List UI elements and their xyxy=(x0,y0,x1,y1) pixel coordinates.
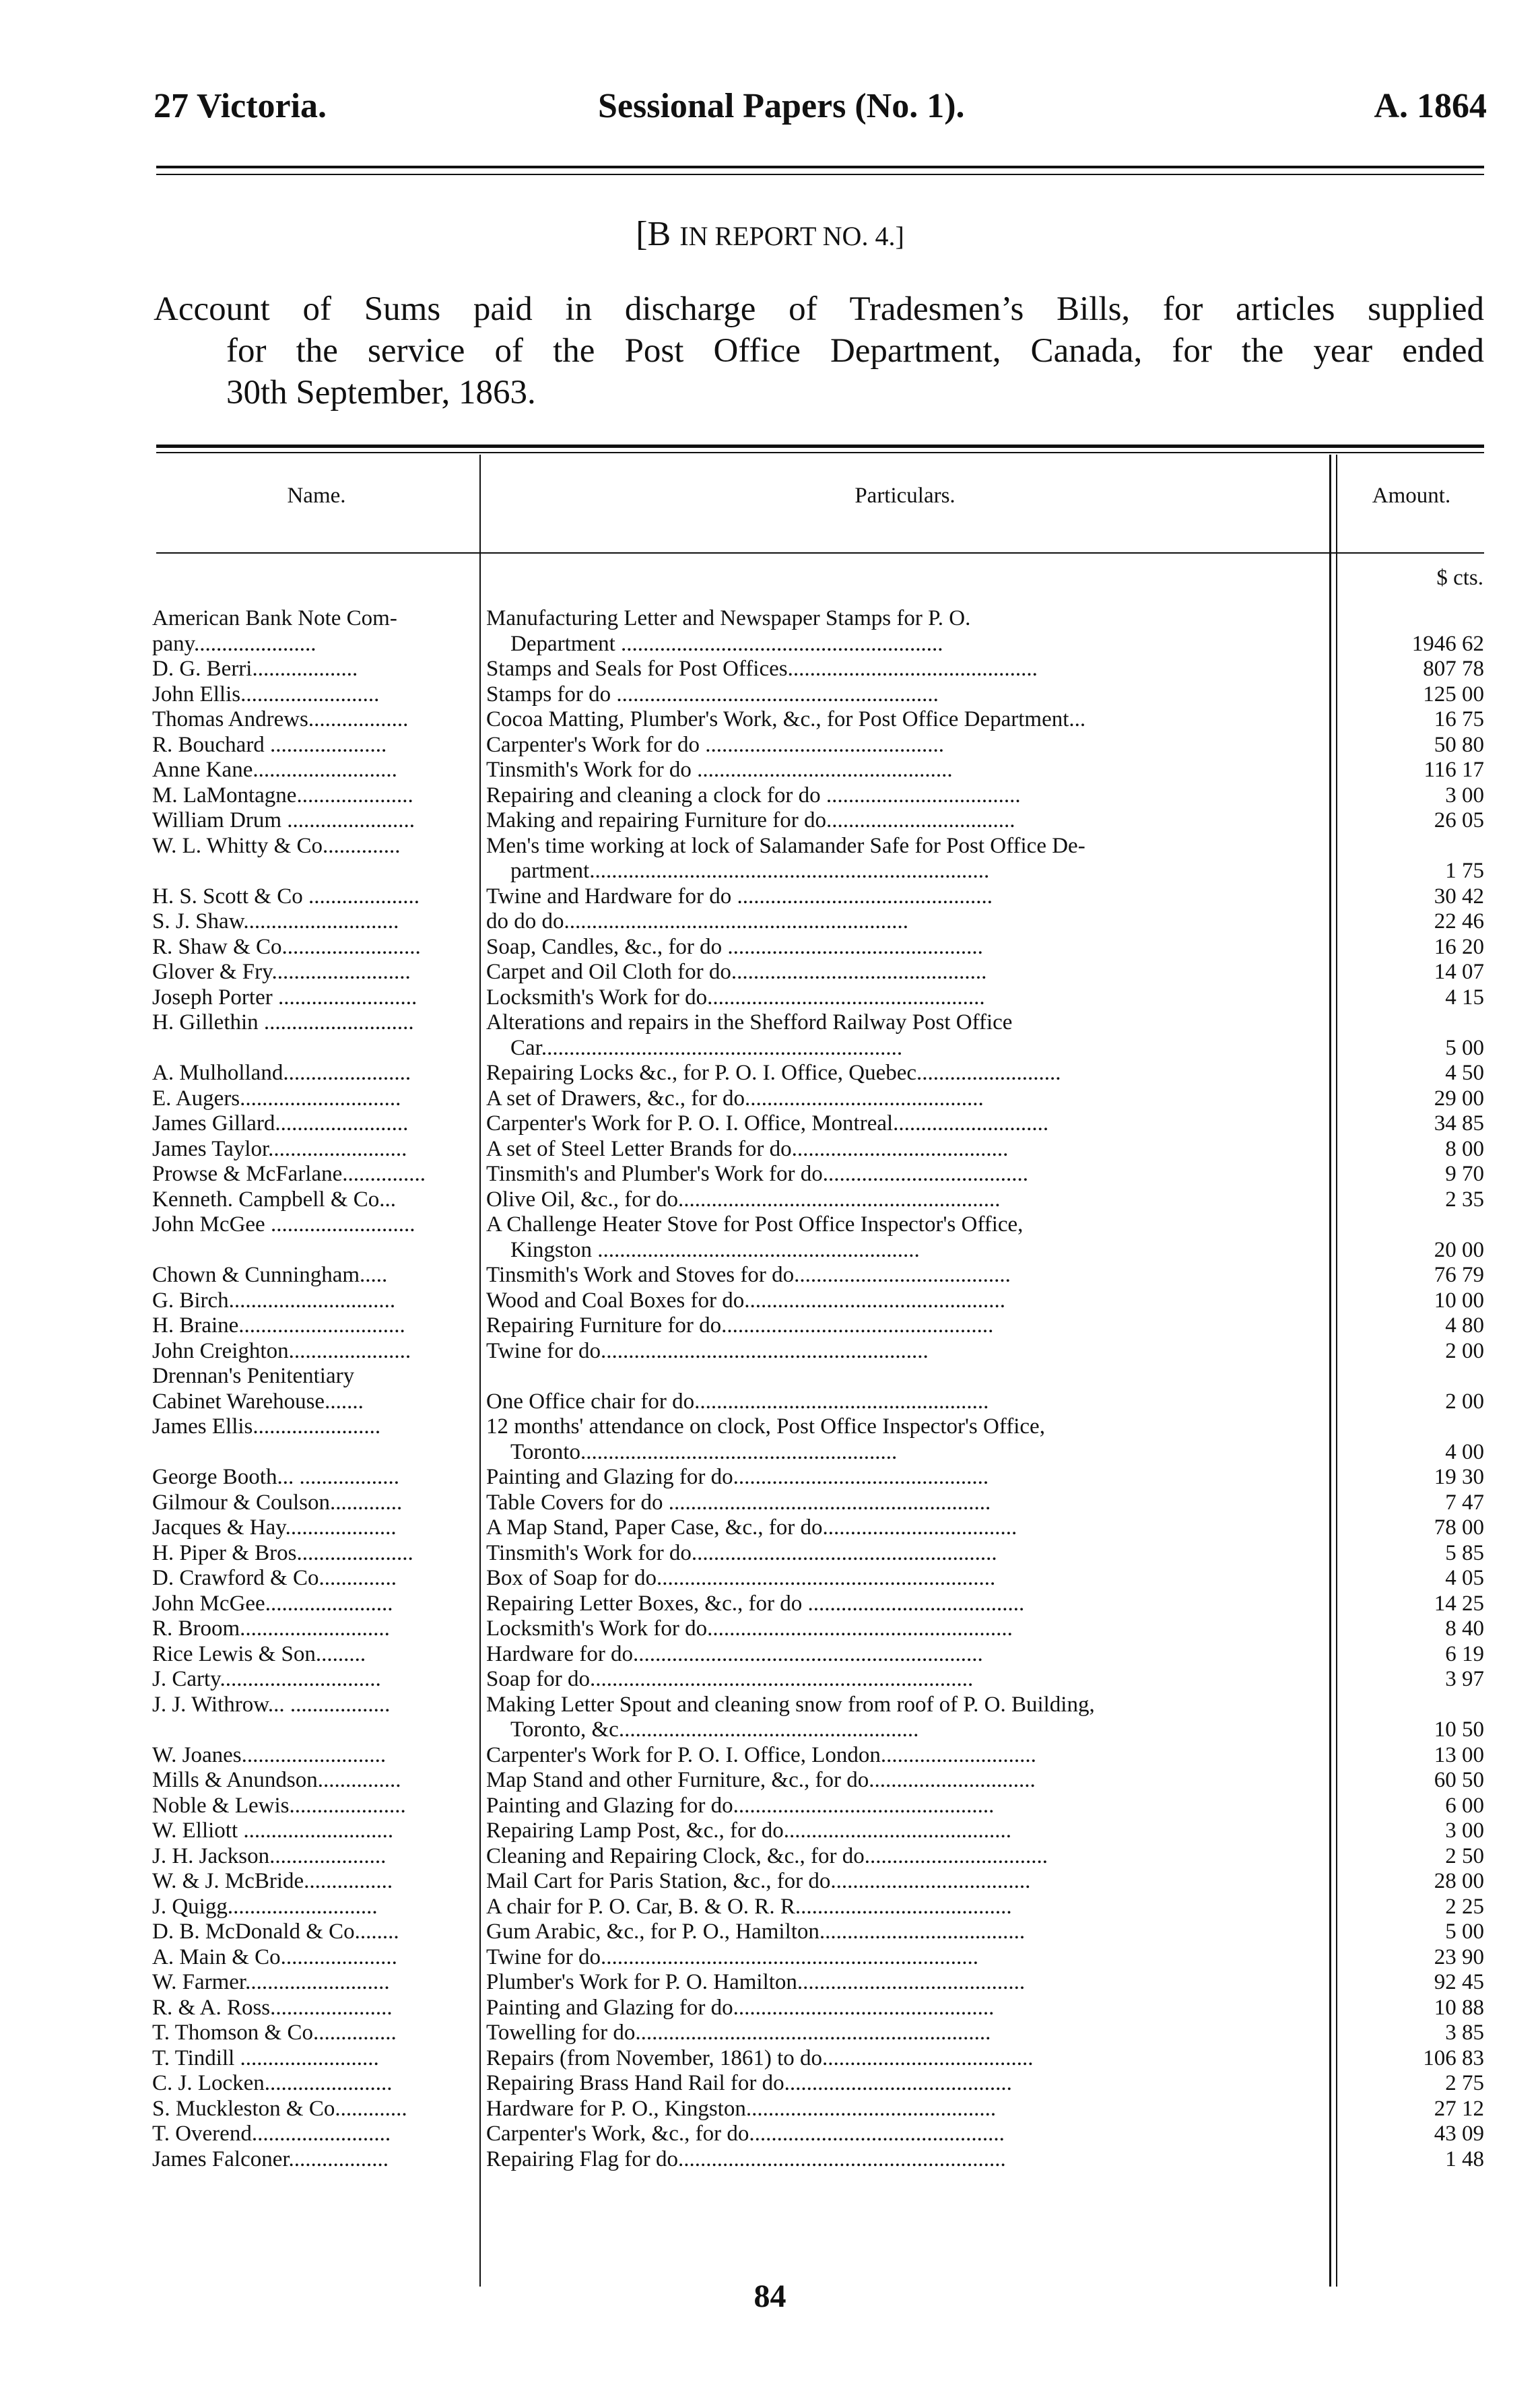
payee-name: John McGee....................... xyxy=(152,1591,393,1616)
payee-name: James Taylor......................... xyxy=(152,1136,407,1161)
payee-name: R. Broom........................... xyxy=(152,1616,390,1641)
payee-name: J. Quigg........................... xyxy=(152,1894,378,1919)
amount: 2 35 xyxy=(1445,1187,1484,1212)
table-row xyxy=(152,1162,1485,1187)
payee-name: R. & A. Ross...................... xyxy=(152,1995,393,2020)
table-row xyxy=(152,1616,1485,1642)
payee-name: W. Elliott ........................... xyxy=(152,1818,394,1843)
amount: 6 00 xyxy=(1445,1793,1484,1818)
payee-name: T. Thomson & Co............... xyxy=(152,2021,397,2045)
particulars: Repairing Letter Boxes, &c., for do ....................................... xyxy=(486,1591,1025,1616)
amount: 26 05 xyxy=(1434,808,1484,832)
payee-name: Kenneth. Campbell & Co... xyxy=(152,1187,397,1212)
amount: 4 05 xyxy=(1445,1566,1484,1590)
payee-name: J. Carty............................. xyxy=(152,1667,381,1691)
column-header-amount: Amount. xyxy=(1372,484,1451,508)
table-row xyxy=(152,2097,1485,2122)
amount: 2 25 xyxy=(1445,1894,1484,1919)
particulars: Locksmith's Work for do....................................................... xyxy=(486,1616,1013,1641)
amount: 6 19 xyxy=(1445,1641,1484,1666)
particulars: Soap for do..................................................................... xyxy=(486,1667,974,1691)
payee-name: Anne Kane.......................... xyxy=(152,758,397,782)
table-row xyxy=(152,1187,1485,1213)
payee-name: Mills & Anundson............... xyxy=(152,1768,401,1792)
table-header-rule xyxy=(156,552,1484,554)
amount: 16 20 xyxy=(1434,934,1484,959)
amount: 2 00 xyxy=(1445,1338,1484,1363)
amount: 2 75 xyxy=(1445,2071,1484,2095)
table-row xyxy=(152,1970,1485,1996)
payee-name: Jacques & Hay.................... xyxy=(152,1515,397,1540)
amount: 9 70 xyxy=(1445,1162,1484,1186)
amount: 3 97 xyxy=(1445,1667,1484,1691)
payee-name: R. Bouchard ..................... xyxy=(152,732,387,757)
particulars: Map Stand and other Furniture, &c., for do.............................. xyxy=(486,1768,1036,1792)
table-row xyxy=(152,1364,1485,1389)
amount: 4 50 xyxy=(1445,1061,1484,1085)
amount: 23 90 xyxy=(1434,1944,1484,1969)
particulars: Carpenter's Work for do ........................................... xyxy=(486,732,945,757)
payee-name: James Ellis....................... xyxy=(152,1414,381,1439)
payee-name: John McGee .......................... xyxy=(152,1212,415,1237)
table-row xyxy=(152,808,1485,834)
table-row xyxy=(152,1086,1485,1112)
particulars: Hardware for P. O., Kingston............................................. xyxy=(486,2096,997,2121)
payee-name: H. Braine.............................. xyxy=(152,1313,405,1338)
amount: 5 85 xyxy=(1445,1540,1484,1565)
particulars: Department .......................................................... xyxy=(510,631,943,656)
table-rule-top-thin xyxy=(156,452,1484,453)
table-row xyxy=(152,1794,1485,1819)
particulars: Manufacturing Letter and Newspaper Stamps for P. O. xyxy=(486,606,971,630)
table-row xyxy=(152,1818,1485,1844)
table-row xyxy=(152,1945,1485,1971)
particulars: Tinsmith's and Plumber's Work for do..................................... xyxy=(486,1162,1028,1186)
amount: 4 80 xyxy=(1445,1313,1484,1338)
table-row xyxy=(152,1693,1485,1718)
amount: 34 85 xyxy=(1434,1111,1484,1136)
particulars: Cocoa Matting, Plumber's Work, &c., for Post Office Department... xyxy=(486,707,1086,731)
payee-name: Cabinet Warehouse....... xyxy=(152,1389,364,1414)
amount: 10 88 xyxy=(1434,1995,1484,2020)
payee-name: E. Augers............................. xyxy=(152,1086,401,1111)
particulars: Locksmith's Work for do.................................................. xyxy=(486,985,985,1010)
table-row xyxy=(152,1743,1485,1769)
table-row xyxy=(152,1111,1485,1137)
particulars: A Map Stand, Paper Case, &c., for do................................... xyxy=(486,1515,1017,1540)
amount: 4 15 xyxy=(1445,985,1484,1010)
amount: 116 17 xyxy=(1424,758,1484,782)
particulars: 12 months' attendance on clock, Post Office Inspector's Office, xyxy=(486,1414,1045,1439)
particulars: Repairing and cleaning a clock for do ................................... xyxy=(486,783,1021,808)
particulars: Carpenter's Work for P. O. I. Office, Montreal............................ xyxy=(486,1111,1049,1136)
payee-name: H. Gillethin ........................... xyxy=(152,1010,414,1035)
amount: 8 40 xyxy=(1445,1616,1484,1641)
table-row xyxy=(152,1667,1485,1693)
particulars: Painting and Glazing for do.............................................. xyxy=(486,1465,989,1489)
amount: 125 00 xyxy=(1423,682,1484,707)
amount: 10 50 xyxy=(1434,1717,1484,1742)
payee-name: Drennan's Penitentiary xyxy=(152,1364,355,1388)
amount: 8 00 xyxy=(1445,1136,1484,1161)
table-row xyxy=(152,985,1485,1011)
payee-name: James Falconer.................. xyxy=(152,2146,389,2171)
table-row xyxy=(152,2147,1485,2173)
amount: 22 46 xyxy=(1434,909,1484,933)
particulars: Box of Soap for do............................................................. xyxy=(486,1566,996,1590)
particulars: Stamps and Seals for Post Offices............................................. xyxy=(486,657,1038,681)
payee-name: John Ellis......................... xyxy=(152,682,380,707)
particulars: Carpenter's Work, &c., for do.............................................. xyxy=(486,2122,1005,2146)
payments-table xyxy=(152,606,1485,2172)
amount: 78 00 xyxy=(1434,1515,1484,1540)
particulars: A set of Drawers, &c., for do........................................... xyxy=(486,1086,984,1111)
table-row xyxy=(152,1313,1485,1339)
payee-name: Thomas Andrews.................. xyxy=(152,707,409,731)
particulars: Men's time working at lock of Salamander Safe for Post Office De- xyxy=(486,833,1085,858)
payee-name: Noble & Lewis..................... xyxy=(152,1793,406,1818)
particulars: Kingston .......................................................... xyxy=(510,1237,920,1262)
particulars: Toronto, &c...................................................... xyxy=(510,1717,919,1742)
particulars: Repairing Flag for do........................................................... xyxy=(486,2146,1006,2171)
payee-name: T. Overend......................... xyxy=(152,2122,391,2146)
payee-name: W. L. Whitty & Co.............. xyxy=(152,833,401,858)
particulars: Twine and Hardware for do .............................................. xyxy=(486,884,993,909)
amount: 76 79 xyxy=(1434,1263,1484,1287)
payee-name: Joseph Porter ......................... xyxy=(152,985,417,1010)
amount: 1946 62 xyxy=(1411,631,1484,656)
particulars: Painting and Glazing for do............................................... xyxy=(486,1995,995,2020)
payee-name: Prowse & McFarlane............... xyxy=(152,1162,426,1186)
header-rule-bottom xyxy=(156,174,1484,175)
particulars: Making Letter Spout and cleaning snow from roof of P. O. Building, xyxy=(486,1692,1095,1717)
particulars: Mail Cart for Paris Station, &c., for do.................................... xyxy=(486,1869,1031,1893)
table-row xyxy=(152,1137,1485,1162)
payee-name: Chown & Cunningham..... xyxy=(152,1263,388,1287)
table-row xyxy=(152,1440,1485,1466)
table-row xyxy=(152,1642,1485,1668)
payee-name: W. Joanes.......................... xyxy=(152,1742,387,1767)
amount: 106 83 xyxy=(1423,2045,1484,2070)
table-row xyxy=(152,783,1485,809)
table-row xyxy=(152,1288,1485,1314)
running-header xyxy=(154,86,1487,133)
header-year: A. 1864 xyxy=(1374,87,1487,125)
payee-name: Gilmour & Coulson............. xyxy=(152,1490,403,1515)
particulars: Stamps for do .......................................................... xyxy=(486,682,939,707)
table-row xyxy=(152,1920,1485,1945)
particulars: Repairing Lamp Post, &c., for do......................................... xyxy=(486,1818,1012,1843)
title-line-1: Account of Sums paid in discharge of Tradesmen’s Bills, for articles supplied xyxy=(154,290,1484,328)
payee-name: A. Main & Co..................... xyxy=(152,1944,397,1969)
table-row xyxy=(152,1996,1485,2021)
amount: 5 00 xyxy=(1445,1035,1484,1060)
payee-name: George Booth... .................. xyxy=(152,1465,399,1489)
table-row xyxy=(152,2071,1485,2097)
amount: 14 25 xyxy=(1434,1591,1484,1616)
table-row xyxy=(152,1490,1485,1516)
payee-name: S. J. Shaw............................ xyxy=(152,909,399,933)
particulars: Carpet and Oil Cloth for do.............................................. xyxy=(486,960,987,984)
table-row xyxy=(152,1844,1485,1870)
particulars: Wood and Coal Boxes for do............................................... xyxy=(486,1288,1005,1313)
amount: 4 00 xyxy=(1445,1439,1484,1464)
particulars: Repairing Furniture for do................................................. xyxy=(486,1313,994,1338)
column-header-particulars: Particulars. xyxy=(855,484,956,508)
particulars: Plumber's Work for P. O. Hamilton......................................... xyxy=(486,1970,1026,1994)
particulars: partment........................................................................ xyxy=(510,859,990,883)
payee-name: John Creighton...................... xyxy=(152,1338,411,1363)
amount: 50 80 xyxy=(1434,732,1484,757)
amount: 5 00 xyxy=(1445,1920,1484,1944)
particulars: Repairing Locks &c., for P. O. I. Office, Quebec.......................... xyxy=(486,1061,1061,1085)
table-row xyxy=(152,1263,1485,1288)
payee-name: G. Birch.............................. xyxy=(152,1288,396,1313)
table-row xyxy=(152,1414,1485,1440)
table-row xyxy=(152,1869,1485,1895)
payee-name: J. J. Withrow... .................. xyxy=(152,1692,391,1717)
particulars: Towelling for do................................................................ xyxy=(486,2021,991,2045)
table-row xyxy=(152,1768,1485,1794)
amount: 3 00 xyxy=(1445,783,1484,808)
payee-name: W. Farmer.......................... xyxy=(152,1970,390,1994)
payee-name: D. G. Berri................... xyxy=(152,657,358,681)
table-row xyxy=(152,1592,1485,1617)
table-row xyxy=(152,733,1485,758)
table-row xyxy=(152,632,1485,657)
table-row xyxy=(152,2021,1485,2046)
amount: 10 00 xyxy=(1434,1288,1484,1313)
table-row xyxy=(152,657,1485,682)
particulars: Hardware for do............................................................... xyxy=(486,1641,983,1666)
particulars: Repairing Brass Hand Rail for do......................................... xyxy=(486,2071,1012,2095)
payee-name: H. Piper & Bros..................... xyxy=(152,1540,413,1565)
particulars: One Office chair for do..................................................... xyxy=(486,1389,989,1414)
amount: 92 45 xyxy=(1434,1970,1484,1994)
table-row xyxy=(152,682,1485,708)
title-line-2: for the service of the Post Office Department, Canada, for the year ended xyxy=(226,332,1484,370)
table-row xyxy=(152,1515,1485,1541)
particulars: Table Covers for do .......................................................... xyxy=(486,1490,991,1515)
page-number: 84 xyxy=(754,2278,786,2314)
table-row xyxy=(152,859,1485,884)
table-rule-top xyxy=(156,445,1484,448)
payee-name: J. H. Jackson..................... xyxy=(152,1843,387,1868)
payee-name: James Gillard........................ xyxy=(152,1111,409,1136)
table-row xyxy=(152,1061,1485,1086)
payee-name: C. J. Locken....................... xyxy=(152,2071,393,2095)
header-title: Sessional Papers (No. 1). xyxy=(598,87,965,125)
amount: 3 85 xyxy=(1445,2021,1484,2045)
particulars: do do do.............................................................. xyxy=(486,909,908,933)
table-row xyxy=(152,1238,1485,1264)
amount: 60 50 xyxy=(1434,1768,1484,1792)
table-row xyxy=(152,1465,1485,1490)
amount: 29 00 xyxy=(1434,1086,1484,1111)
table-row xyxy=(152,1036,1485,1061)
particulars: Toronto......................................................... xyxy=(510,1439,898,1464)
particulars: Carpenter's Work for P. O. I. Office, London............................ xyxy=(486,1742,1036,1767)
payee-name: D. B. McDonald & Co........ xyxy=(152,1920,399,1944)
amount: 1 48 xyxy=(1445,2146,1484,2171)
amount: 807 78 xyxy=(1423,657,1484,681)
table-row xyxy=(152,1541,1485,1567)
particulars: Cleaning and Repairing Clock, &c., for do................................. xyxy=(486,1843,1048,1868)
amount: 14 07 xyxy=(1434,960,1484,984)
amount: 27 12 xyxy=(1434,2096,1484,2121)
amount: 7 47 xyxy=(1445,1490,1484,1515)
particulars: Soap, Candles, &c., for do .............................................. xyxy=(486,934,983,959)
table-row xyxy=(152,1566,1485,1592)
amount: 19 30 xyxy=(1434,1465,1484,1489)
particulars: Tinsmith's Work for do .............................................. xyxy=(486,758,953,782)
table-row xyxy=(152,1212,1485,1238)
particulars: A Challenge Heater Stove for Post Office Inspector's Office, xyxy=(486,1212,1024,1237)
payee-name: American Bank Note Com- xyxy=(152,606,397,630)
payee-name: T. Tindill ......................... xyxy=(152,2045,379,2070)
payee-name: D. Crawford & Co.............. xyxy=(152,1566,397,1590)
payee-name: Glover & Fry......................... xyxy=(152,960,411,984)
report-caption: [B IN REPORT NO. 4.] xyxy=(636,215,904,253)
table-row xyxy=(152,2122,1485,2147)
payee-name: William Drum ....................... xyxy=(152,808,415,832)
amount-units: $ cts. xyxy=(1436,566,1483,590)
particulars: Repairs (from November, 1861) to do...................................... xyxy=(486,2045,1034,2070)
table-row xyxy=(152,1339,1485,1365)
amount: 2 50 xyxy=(1445,1843,1484,1868)
amount: 30 42 xyxy=(1434,884,1484,909)
table-row xyxy=(152,960,1485,985)
payee-name: Rice Lewis & Son......... xyxy=(152,1641,366,1666)
particulars: Tinsmith's Work and Stoves for do....................................... xyxy=(486,1263,1011,1287)
amount: 28 00 xyxy=(1434,1869,1484,1893)
amount: 2 00 xyxy=(1445,1389,1484,1414)
payee-name: S. Muckleston & Co............. xyxy=(152,2096,407,2121)
particulars: A set of Steel Letter Brands for do....................................... xyxy=(486,1136,1009,1161)
header-session: 27 Victoria. xyxy=(154,87,327,125)
payee-name: R. Shaw & Co......................... xyxy=(152,934,421,959)
table-row xyxy=(152,1389,1485,1415)
particulars: Tinsmith's Work for do....................................................... xyxy=(486,1540,997,1565)
payee-name: A. Mulholland....................... xyxy=(152,1061,411,1085)
amount: 43 09 xyxy=(1434,2122,1484,2146)
particulars: Gum Arabic, &c., for P. O., Hamilton..................................... xyxy=(486,1920,1026,1944)
table-row xyxy=(152,1717,1485,1743)
amount: 16 75 xyxy=(1434,707,1484,731)
table-row xyxy=(152,909,1485,935)
particulars: A chair for P. O. Car, B. & O. R. R....................................... xyxy=(486,1894,1012,1919)
table-row xyxy=(152,2046,1485,2072)
payee-name: pany...................... xyxy=(152,631,316,656)
table-row xyxy=(152,606,1485,632)
particulars: Car................................................................. xyxy=(510,1035,903,1060)
payee-name: H. S. Scott & Co .................... xyxy=(152,884,420,909)
table-row xyxy=(152,707,1485,733)
table-row xyxy=(152,834,1485,859)
particulars: Olive Oil, &c., for do.......................................................... xyxy=(486,1187,1001,1212)
particulars: Making and repairing Furniture for do.................................. xyxy=(486,808,1015,832)
particulars: Alterations and repairs in the Shefford Railway Post Office xyxy=(486,1010,1013,1035)
amount: 13 00 xyxy=(1434,1742,1484,1767)
payee-name: M. LaMontagne..................... xyxy=(152,783,413,808)
particulars: Twine for do........................................................... xyxy=(486,1338,929,1363)
table-row xyxy=(152,884,1485,910)
amount: 3 00 xyxy=(1445,1818,1484,1843)
table-row xyxy=(152,1010,1485,1036)
column-header-name: Name. xyxy=(287,484,346,508)
particulars: Twine for do.................................................................... xyxy=(486,1944,978,1969)
table-row xyxy=(152,935,1485,960)
header-rule-top xyxy=(156,166,1484,168)
amount: 20 00 xyxy=(1434,1237,1484,1262)
title-line-3: 30th September, 1863. xyxy=(226,374,536,412)
amount: 1 75 xyxy=(1445,859,1484,883)
document-title xyxy=(154,288,1484,414)
payee-name: W. & J. McBride................ xyxy=(152,1869,393,1893)
particulars: Painting and Glazing for do............................................... xyxy=(486,1793,995,1818)
table-row xyxy=(152,1895,1485,1920)
table-row xyxy=(152,758,1485,783)
